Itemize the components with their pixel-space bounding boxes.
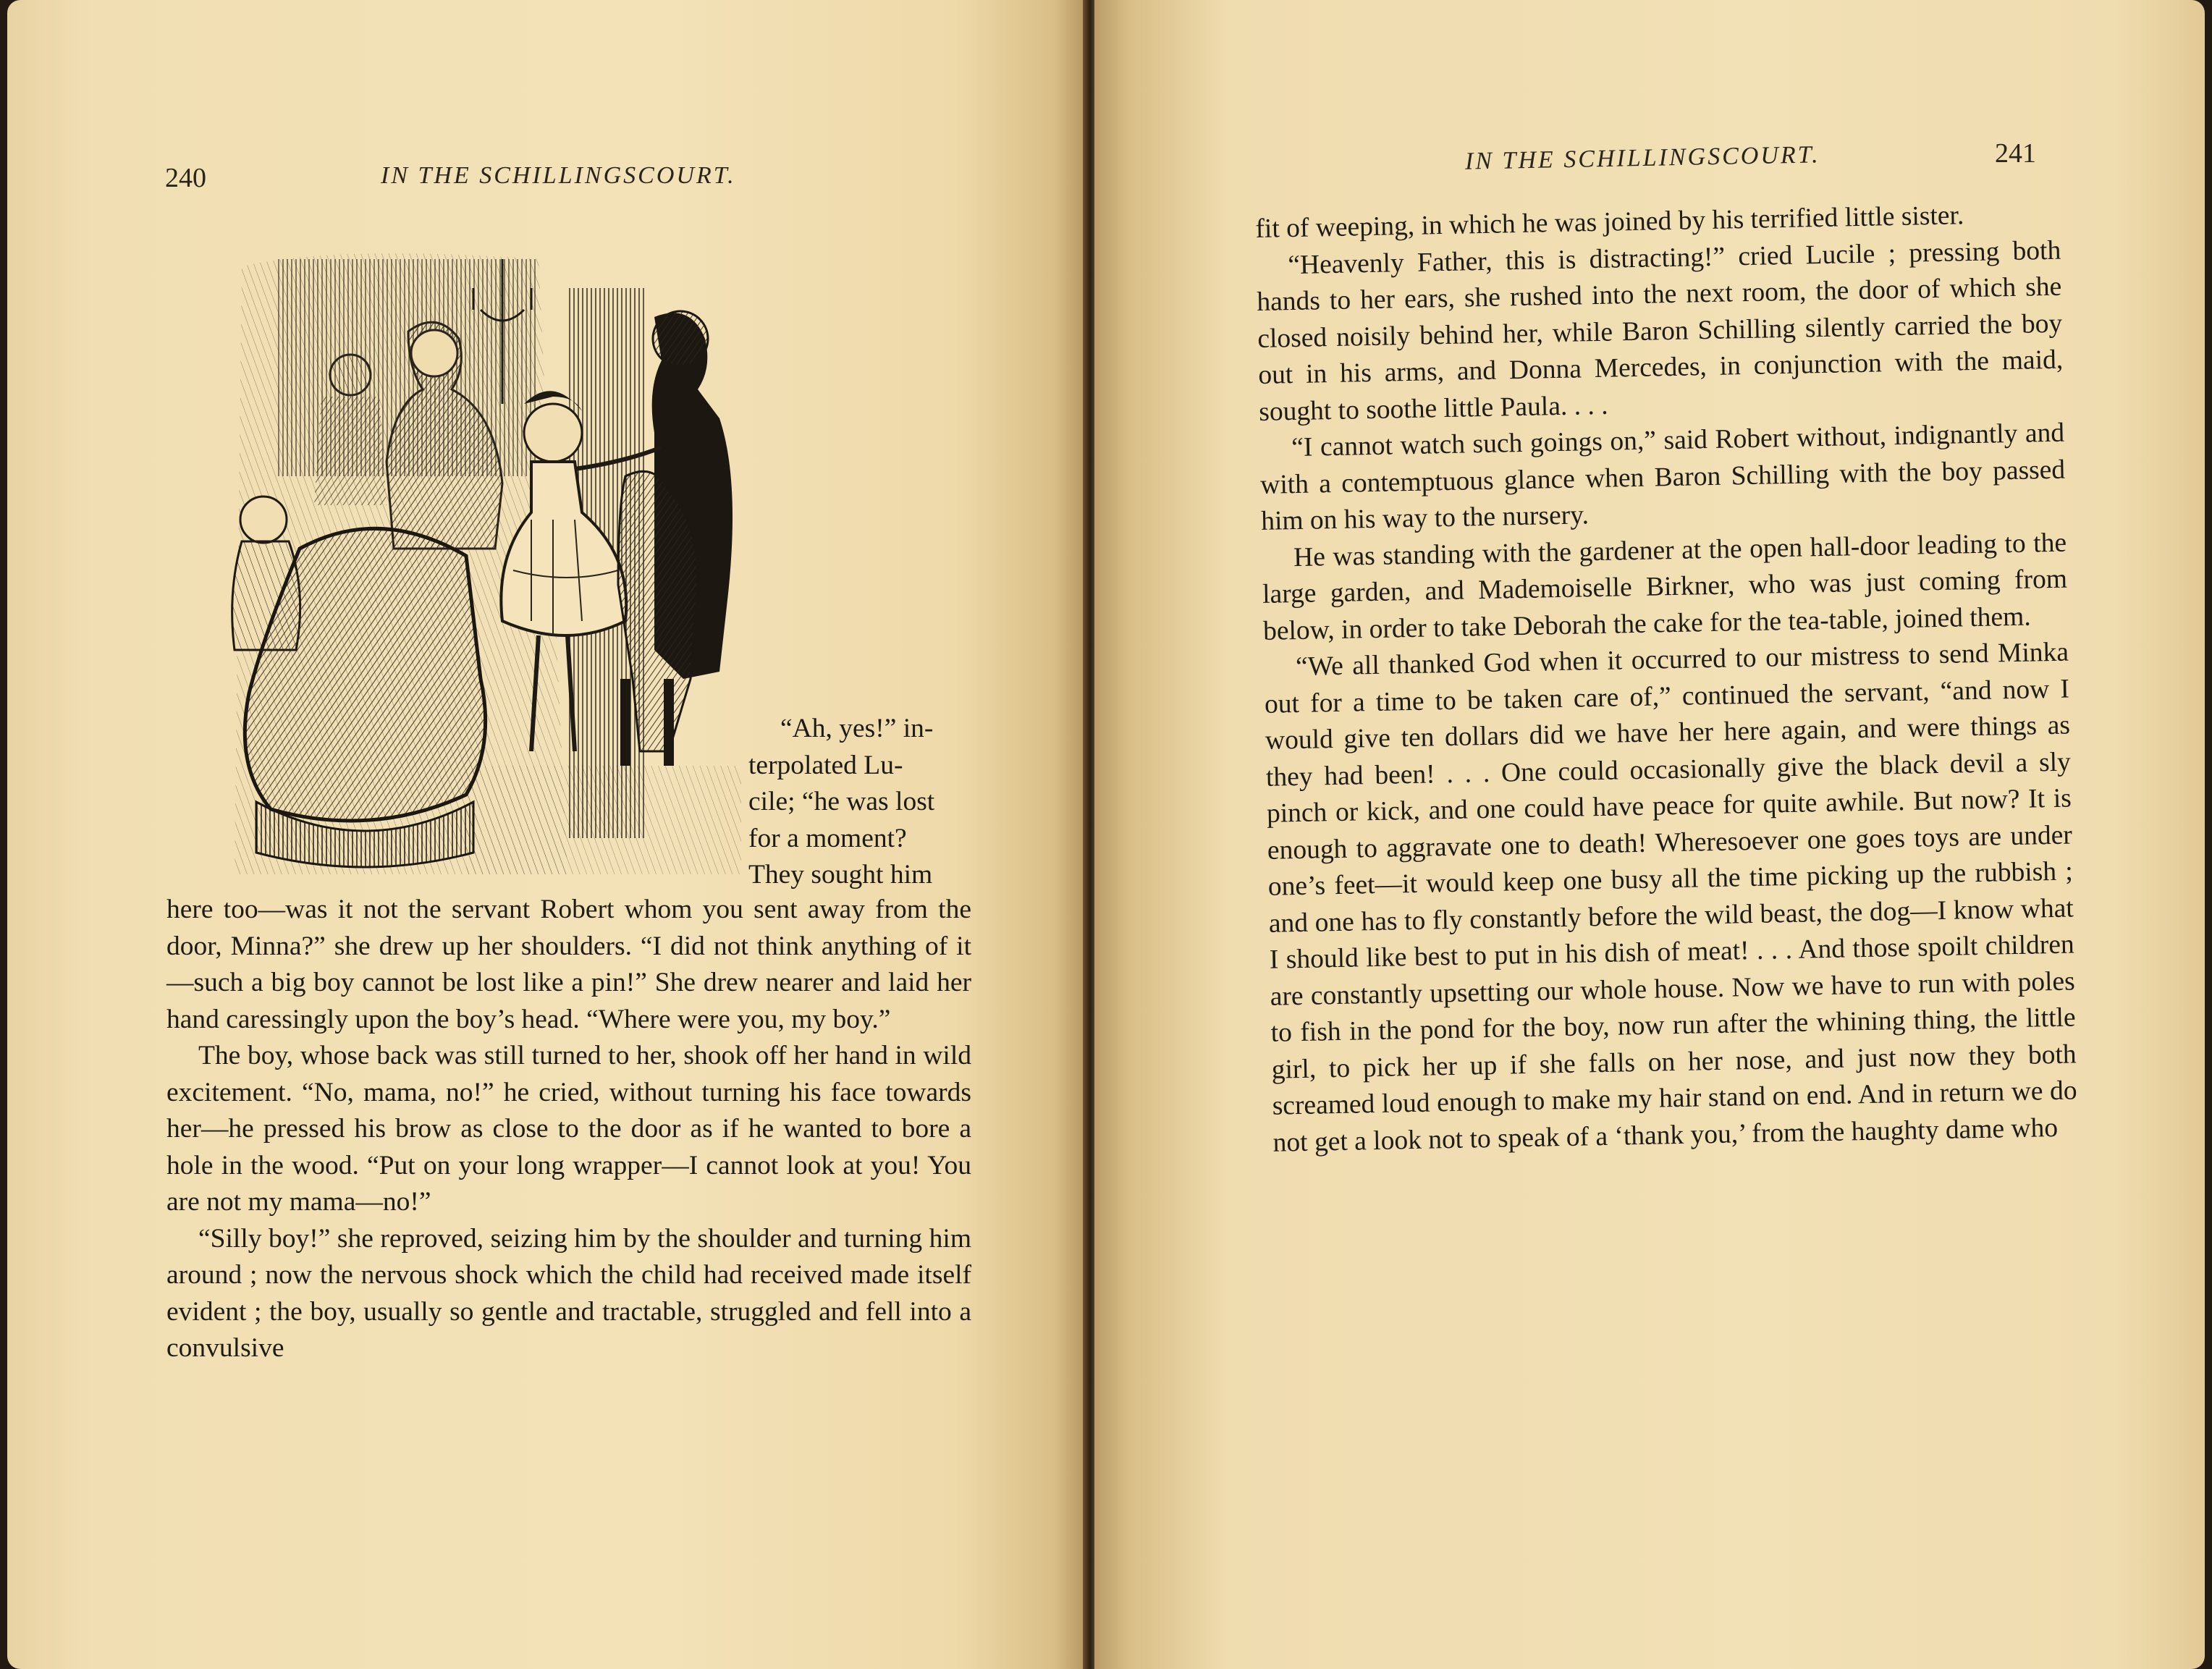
- paragraph: He was standing with the gardener at the open hall-door leading to the large garden, and Mademoiselle Birkner, who was just coming from below, in order to take Deborah the cake for the tea-table, joined them.: [1262, 528, 2068, 646]
- paragraph: fit of weeping, in which he was joined by his terrified little sister.: [1255, 200, 1964, 244]
- wrap-line: terpolated Lu-: [748, 750, 903, 780]
- right-body-text: [1255, 196, 2078, 1162]
- paragraph: “Silly boy!” she reproved, seizing him by the shoulder and turning him around ; now the nervous shock which the child had received made itself evident ; the boy, usually so gentle and tractable, struggled and fell into a convulsive: [166, 1223, 971, 1363]
- paragraph: “I cannot watch such goings on,” said Robert without, indignantly and with a contemptuous glance when Baron Schilling with the boy passed him on his way to the nursery.: [1259, 418, 2066, 536]
- engraving-illustration: [191, 245, 741, 874]
- page-number-left: 240: [165, 163, 206, 193]
- illustration-image: [191, 245, 741, 874]
- wrap-line: cile; “he was lost: [748, 787, 935, 816]
- left-body-text: [166, 892, 971, 1367]
- running-header-left: IN THE SCHILLINGSCOURT.: [381, 162, 736, 189]
- wrap-line: “Ah, yes!” in-: [780, 714, 934, 743]
- illustration-wrap-text: [748, 711, 971, 894]
- paragraph: “We all thanked God when it occurred to our mistress to send Minka out for a time to be taken care of,” continued the servant, “and now I would give ten dollars did we have her here again, and were things as they had been! . . . One could occasionally give the black devil a sly pinch or kick, and one could have peace for quite awhile. But now? It is enough to aggravate one to death! Wheresoever one goes toys are under one’s feet—it would keep one busy all the time picking up the rubbish ; and one has to fly constantly before the wild beast, the dog—I know what I should like best to put in his dish of meat! . . . And those spoilt children are constantly upsetting our whole house. Now we have to run with poles to fish in the pond for the boy, now run after the whining thing, the little girl, to pick her up if she falls on her nose, and just now they both screamed loud enough to make my hair stand on end. And in return we do not get a look not to speak of a ‘thank you,’ from the haughty dame who: [1264, 637, 2077, 1158]
- page-number-right: 241: [1995, 138, 2036, 169]
- wrap-line: for a moment?: [748, 823, 907, 853]
- left-page: [7, 0, 1086, 1669]
- running-header-right: IN THE SCHILLINGSCOURT.: [1464, 141, 1820, 175]
- paragraph: here too—was it not the servant Robert whom you sent away from the door, Minna?” she drew up her shoulders. “I did not think anything of it—such a big boy cannot be lost like a pin!” She drew nearer and laid her hand caressingly upon the boy’s head. “Where were you, my boy.”: [166, 895, 971, 1034]
- right-page: [1094, 0, 2205, 1669]
- wrap-line: They sought him: [748, 860, 933, 890]
- paragraph: “Heavenly Father, this is distracting!” cried Lucile ; pressing both hands to her ears, she rushed into the next room, the door of which she closed noisily behind her, while Baron Schilling silently carried the boy out in his arms, and Donna Mercedes, in conjunction with the maid, sought to soothe little Paula. . . .: [1257, 235, 2064, 427]
- paragraph: The boy, whose back was still turned to her, shook off her hand in wild excitement. “No, mama, no!” he cried, without turning his face towards her—he pressed his brow as close to the door as if he wanted to bore a hole in the wood. “Put on your long wrapper—I cannot look at you! You are not my mama—no!”: [166, 1041, 971, 1217]
